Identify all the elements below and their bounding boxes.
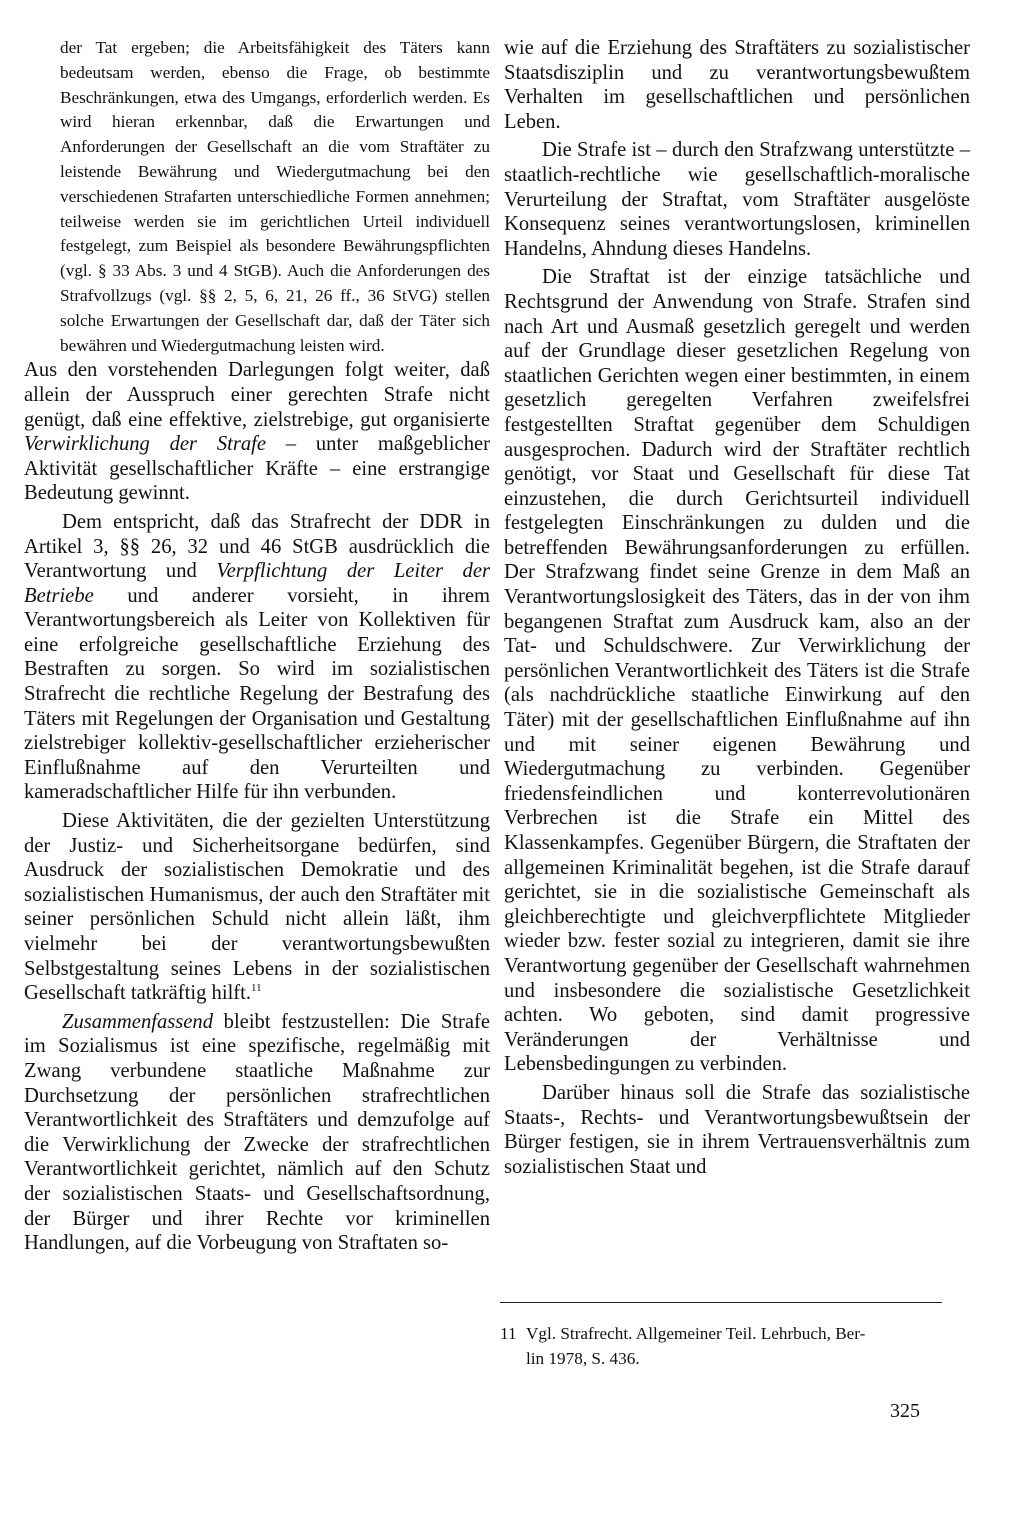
paragraph-text: Diese Aktivitäten, die der gezielten Unterstützung der Justiz- und Sicherheitsorgane bedürfen, sind Ausdruck der sozialistischen Demokratie und des sozialistischen Humanismus, der auch den Straftäter mit seiner persönlichen Schuld nicht allein läßt, ihm vielmehr bei der verantwortungsbewußten Selbstgestaltung seines Lebens in der sozialistischen Gesellschaft tatkräftig hilft.: [24, 810, 490, 1005]
emphasis-text: Verwirklichung der Strafe: [24, 433, 267, 456]
paragraph: [24, 809, 490, 1006]
footnote-marker: 11: [500, 1324, 517, 1343]
indented-passage: der Tat ergeben; die Arbeitsfähigkeit des Täters kann bedeutsam werden, ebenso die Frage, ob bestimmte Beschränkungen, etwa des Umgangs, erforderlich werden. Es wird hieran erkennbar, daß die Erwartungen und Anforderungen der Gesellschaft an die vom Straftäter zu leistende Bewährung und Wiedergutmachung bei den verschiedenen Strafarten unterschiedliche Formen annehmen; teilweise werden sie im gerichtlichen Urteil individuell festgelegt, zum Beispiel als besondere Bewährungspflichten (vgl. § 33 Abs. 3 und 4 StGB). Auch die Anforderungen des Strafvollzugs (vgl. §§ 2, 5, 6, 21, 26 ff., 36 StVG) stellen solche Erwartungen der Gesellschaft dar, daß der Täter sich bewähren und Wiedergutmachung leisten wird.: [60, 38, 490, 355]
paragraph: wie auf die Erziehung des Straftäters zu sozialistischer Staatsdisziplin und zu verantwortungsbewußtem Verhalten im gesellschaftlichen und persönlichen Leben.: [504, 37, 970, 133]
left-column: [24, 36, 490, 1260]
footnote-reference[interactable]: 11: [251, 982, 262, 995]
emphasis-text: Verpflichtung der Leiter der Betriebe: [24, 560, 490, 607]
paragraph: [24, 510, 490, 805]
paragraph: Die Strafe ist – durch den Strafzwang unterstützte – staatlich-rechtliche wie gesellschaftlich-moralische Verurteilung der Straftat, vom Straftäter ausgelöste Konsequenz seines verantwortungslosen, kriminellen Handelns, Ahndung dieses Handelns.: [504, 139, 970, 260]
paragraph-text: Dem entspricht, daß das Strafrecht der DDR in Artikel 3, §§ 26, 32 und 46 StGB ausdrücklich die Verantwortung und: [24, 510, 490, 583]
paragraph: [24, 1010, 490, 1256]
paragraph-text: Aus den vorstehenden Darlegungen folgt weiter, daß allein der Ausspruch einer gerechten Strafe nicht genügt, daß eine effektive, zielstrebige, gut organisierte: [24, 359, 490, 431]
paragraph-text: bleibt festzustellen: Die Strafe im Sozialismus ist eine spezifische, regelmäßig mit Zwang verbundene staatliche Maßnahme zur Durchsetzung der persönlichen strafrechtlichen Verantwortlichkeit des Straftäters und demzufolge auf die Verwirklichung der Zwecke der strafrechtlichen Verantwortlichkeit gerichtet, nämlich auf den Schutz der sozialistischen Staats- und Gesellschaftsordnung, der Bürger und ihrer Rechte vor kriminellen Handlungen, auf die Vorbeugung von Straftaten so-: [24, 1010, 490, 1255]
emphasis-text: Zusammenfassend: [62, 1010, 214, 1033]
footnote-text: Vgl. Strafrecht. Allgemeiner Teil. Lehrbuch, Ber-: [526, 1324, 866, 1343]
paragraph-text: – unter maßgeblicher Aktivität gesellschaftlicher Kräfte – eine erstrangige Bedeutung gewinnt.: [24, 433, 490, 505]
footnote-line: [500, 1322, 940, 1347]
paragraph: Die Straftat ist der einzige tatsächliche und Rechtsgrund der Anwendung von Strafe. Strafen sind nach Art und Ausmaß gesetzlich geregelt und werden auf der Grundlage dieser gesetzlichen Regelung von staatlichen Gerichten wegen einer bestimmten, in einem gesetzlich geregelten Verfahren zweifelsfrei festgestellten Straftat gegenüber dem Schuldigen ausgesprochen. Dadurch wird der Straftäter rechtlich genötigt, vor Staat und Gesellschaft für diese Tat einzustehen, die durch Gerichtsurteil individuell festgelegten Einschränkungen zu dulden und die betreffenden Bewährungsanforderungen zu erfüllen. Der Strafzwang findet seine Grenze in dem Maß an Verantwortungslosigkeit des Täters, das in der von ihm begangenen Straftat zum Ausdruck kam, also an der Tat- und Schuldschwere. Zur Verwirklichung der persönlichen Verantwortlichkeit des Täters ist die Strafe (als nachdrückliche staatliche Einwirkung auf den Täter) mit der gesellschaftlichen Einflußnahme auf ihn und mit seiner eigenen Bewährung und Wiedergutmachung zu verbinden. Gegenüber friedensfeindlichen und konterrevolutionären Verbrechen ist die Strafe ein Mittel des Klassenkampfes. Gegenüber Bürgern, die Straftaten der allgemeinen Kriminalität begehen, ist die Strafe darauf gerichtet, sie in die sozialistische Gemeinschaft als gleichberechtigte und gleichverpflichtete Mitglieder wieder bzw. fester sozial zu integrieren, damit sie ihre Verantwortung gegenüber der Gesellschaft wahrnehmen und insbesondere die sozialistische Gesetzlichkeit achten. Wo geboten, sind damit progressive Veränderungen der Verhältnisse und Lebensbedingungen zu verbinden.: [504, 266, 970, 1076]
left-body-text: [24, 358, 490, 1255]
paragraph-text: und anderer vorsieht, in ihrem Verantwortungsbereich als Leiter von Kollektiven für eine erfolgreiche gesellschaftliche Erziehung des Bestraften zu sorgen. So wird im sozialistischen Strafrecht die rechtliche Regelung der Bestrafung des Täters mit Regelungen der Organisation und Gestaltung zielstrebiger kollektiv-gesellschaftlicher erzieherischer Einflußnahme auf den Verurteilten und kameradschaftlicher Hilfe für ihn verbunden.: [24, 584, 490, 804]
footnote-text: lin 1978, S. 436.: [526, 1348, 640, 1368]
paragraph: [24, 358, 490, 506]
paragraph: Darüber hinaus soll die Strafe das sozialistische Staats-, Rechts- und Verantwortungsbewußtsein der Bürger festigen, sie in ihrem Vertrauensverhältnis zum sozialistischen Staat und: [504, 1081, 970, 1178]
footnote: [500, 1322, 940, 1372]
page-number: 325: [890, 1400, 920, 1422]
footnote-divider: [500, 1302, 942, 1303]
right-column: [504, 36, 970, 1183]
